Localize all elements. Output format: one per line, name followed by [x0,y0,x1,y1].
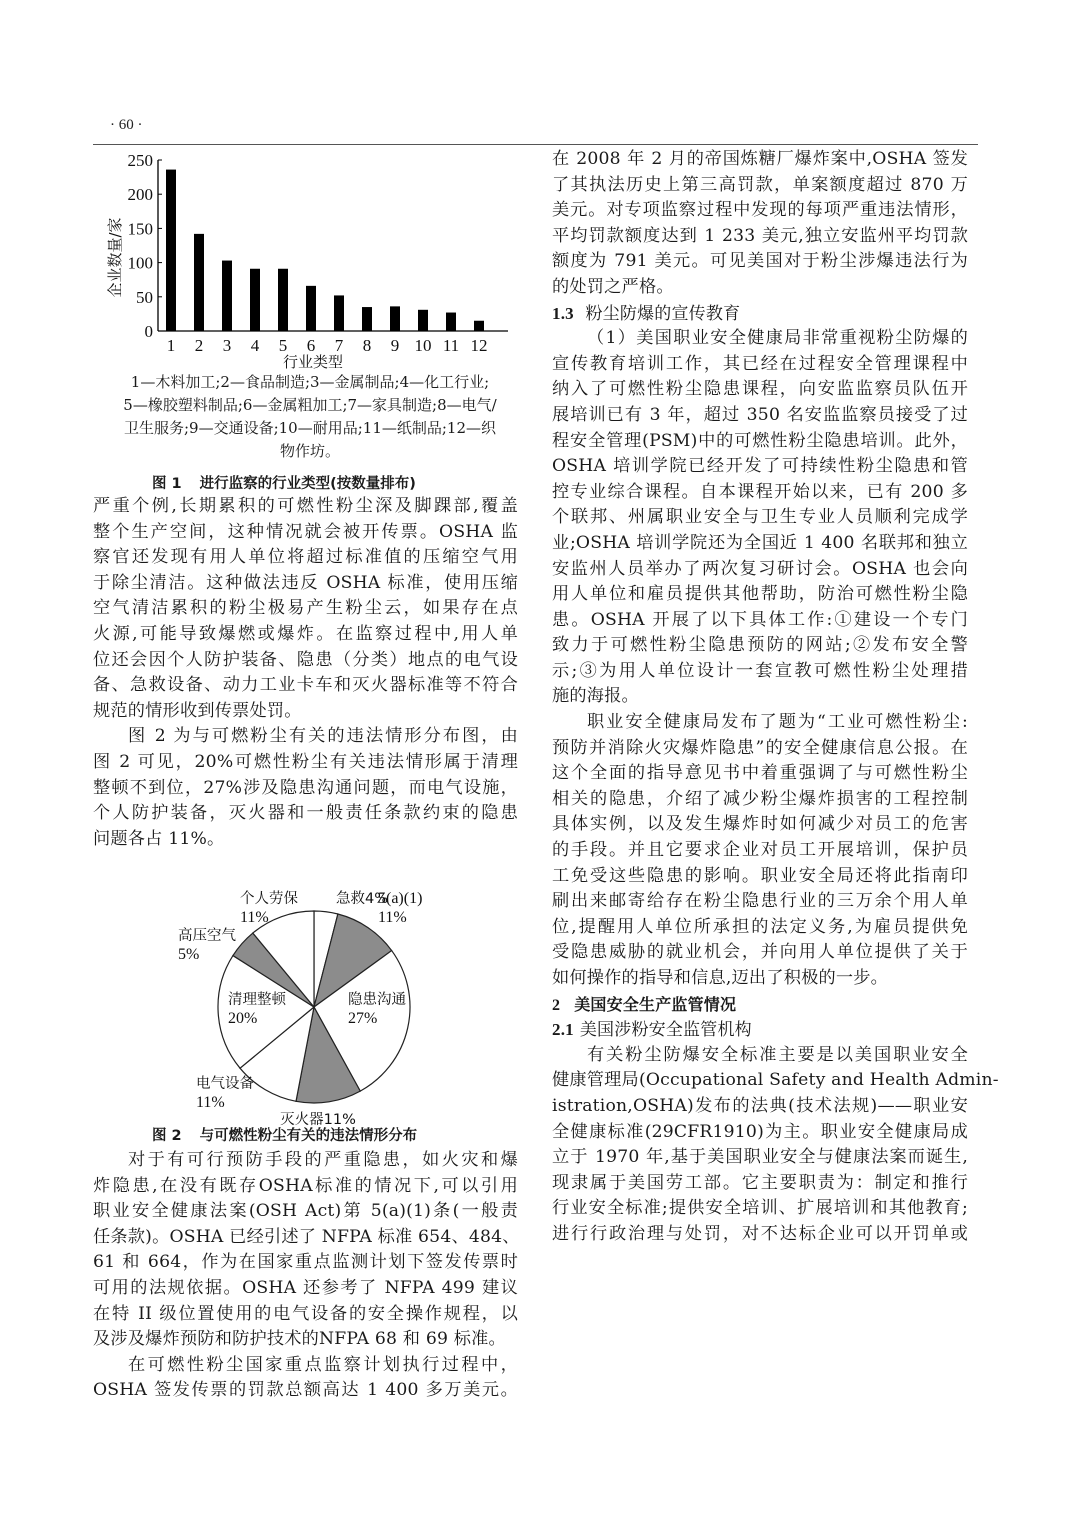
text-line: 这个全面的指导意见书中着重强调了与可燃性粉尘 [552,763,968,784]
text-line: 了其执法历史上第三高罚款，单案额度超过 870 万 [552,174,968,195]
text-line: 61 和 664，作为在国家重点监测计划下签发传票时 [93,1252,518,1273]
text-line: 安监州人员举办了两次复习研讨会。OSHA 也会向 [552,558,968,579]
x-tick-label: 4 [250,336,260,355]
figure1-caption-label: 图 1 [152,476,182,492]
text-line: OSHA 签发传票的罚款总额高达 1 400 多万美元。 [93,1380,518,1401]
section-title: 粉尘防爆的宣传教育 [585,303,741,324]
bar-12 [474,321,484,331]
bar-4 [250,269,260,331]
pie-label: 5(a)(1) [378,890,423,907]
pie-label: 11% [240,909,269,926]
text-line: 健康管理局(Occupational Safety and Health Admin- [552,1070,999,1091]
pie-label: 个人劳保 [240,891,298,907]
pie-label: 隐患沟通 [348,992,406,1008]
text-line: 空气清洁累积的粉尘极易产生粉尘云，如果存在点 [93,598,518,619]
section-title: 美国涉粉安全监管机构 [579,1020,752,1041]
text-line: 的处罚之严格。 [552,276,674,297]
text-line: 于除尘清洁。这种做法违反 OSHA 标准，使用压缩 [93,572,518,593]
text-line: 整顿不到位，27%涉及隐患沟通问题，而电气设施， [93,777,518,798]
text-line: 职业安全健康法案(OSH Act)第 5(a)(1)条(一般责 [93,1201,518,1222]
text-line: 业;OSHA 培训学院还为全国近 1 400 名联邦和独立 [552,532,968,553]
text-line: 图 2 为与可燃粉尘有关的违法情形分布图，由 [128,726,518,747]
text-line: 在 2008 年 2 月的帝国炼糖厂爆炸案中,OSHA 签发 [552,149,968,169]
text-line: 及涉及爆炸预防和防护技术的NFPA 68 和 69 标准。 [93,1329,506,1350]
text-line: 进行行政治理与处罚，对不达标企业可以开罚单或 [552,1223,968,1244]
y-tick-label: 150 [127,219,153,239]
text-line: 工免受这些隐患的影响。职业安全局还将此指南印 [552,865,968,886]
text-line: 炸隐患,在没有既存OSHA标准的情况下,可以引用 [93,1175,518,1196]
y-tick-label: 100 [127,253,153,273]
text-line: 用人单位和雇员提供其他帮助，防治可燃性粉尘隐 [552,584,968,605]
figure2-caption [152,1124,417,1145]
page-number: · 60 · [110,117,143,133]
text-line: 程安全管理(PSM)中的可燃性粉尘隐患培训。此外， [552,430,968,451]
legend-line: 物作坊。 [279,442,340,460]
pie-label: 灭火器11% [280,1112,356,1128]
pie-label: 27% [348,1010,378,1027]
text-line: 具体实例，以及发生爆炸时如何减少对员工的危害 [552,814,968,835]
text-line: 美元。对专项监察过程中发现的每项严重违法情形， [552,200,968,221]
left-column-block2 [93,1148,518,1404]
x-tick-label: 9 [390,336,400,355]
section-number: 1.3 [552,303,574,323]
text-line: 致力于可燃性粉尘隐患预防的网站;②发布安全警 [552,635,968,656]
text-line: 图 2 可见，20%可燃性粉尘有关违法情形属于清理 [93,751,518,772]
text-line: 整个生产空间，这种情况就会被开传票。OSHA 监 [93,521,518,542]
text-line: 立于 1970 年,基于美国职业安全与健康法案而诞生, [552,1147,968,1168]
y-axis-label: 企业数量/家 [106,217,124,298]
text-line: 现隶属于美国劳工部。它主要职责为：制定和推行 [552,1172,968,1193]
text-line: 患。OSHA 开展了以下具体工作:①建设一个专门 [552,609,968,630]
bar-2 [194,234,204,331]
figure1-legend [95,371,525,463]
text-line: 示;③为用人单位设计一套宣教可燃性粉尘处理措 [552,660,968,681]
figure2-pie-chart [160,880,490,1130]
section-number: 2.1 [552,1020,574,1040]
left-column-block1 [93,494,518,852]
legend-line: 1—木料加工;2—食品制造;3—金属制品;4—化工行业; [130,373,490,391]
text-line: 个人防护装备，灭火器和一般责任条款约束的隐患 [93,803,518,824]
text-line: 位还会因个人防护装备、隐患（分类）地点的电气设 [93,649,518,670]
paragraph [552,1043,999,1248]
text-line: 预防并消除火灾爆炸隐患”的安全健康信息公报。在 [552,737,968,758]
x-tick-label: 5 [278,336,288,355]
legend-line: 卫生服务;9—交通设备;10—耐用品;11—纸制品;12—织 [123,419,497,437]
text-line: 位,提醒用人单位所承担的法定义务,为雇员提供免 [552,916,968,937]
x-tick-label: 7 [334,336,344,355]
section-heading-1-3 [552,301,968,327]
paragraph [552,147,968,301]
x-tick-label: 12 [470,336,488,355]
bar-8 [362,307,372,331]
y-tick-label: 250 [127,151,153,170]
text-line: 职业安全健康局发布了题为“工业可燃性粉尘: [587,712,968,733]
legend-line: 5—橡胶塑料制品;6—金属粗加工;7—家具制造;8—电气/ [123,396,497,414]
x-tick-label: 10 [414,336,432,355]
pie-label: 急救4% [336,891,389,907]
text-line: 全健康标准(29CFR1910)为主。职业安全健康局成 [552,1121,968,1142]
text-line: 可用的法规依据。OSHA 还参考了 NFPA 499 建议 [93,1277,518,1298]
text-line: 控专业综合课程。自本课程开始以来，已有 200 多 [552,481,968,502]
text-line: 对于有可行预防手段的严重隐患，如火灾和爆 [128,1150,518,1170]
figure1-bar-chart [95,145,515,385]
pie-label: 5% [178,946,200,963]
bar-11 [446,313,456,331]
paragraph [93,494,518,724]
text-line: 平均罚款额度达到 1 233 美元,独立安监州平均罚款 [552,225,968,246]
pie-label: 清理整顿 [228,992,286,1008]
text-line: 如何操作的指导和信息,迈出了积极的一步。 [552,968,889,988]
x-axis-label: 行业类型 [282,353,344,371]
figure2-caption-text: 与可燃性粉尘有关的违法情形分布 [199,1128,418,1144]
bar-6 [306,286,316,331]
text-line: 在可燃性粉尘国家重点监察计划执行过程中， [128,1354,518,1375]
section-number: 2 [552,996,561,1014]
text-line: 宣传教育培训工作，其已经在过程安全管理课程中 [552,353,968,374]
text-line: 备、急救设备、动力工业卡车和灭火器标准等不符合 [93,675,518,696]
paragraph [552,326,968,710]
text-line: 相关的隐患，介绍了减少粉尘爆炸损害的工程控制 [552,788,968,809]
bar-5 [278,269,288,331]
figure1-caption-text: 进行监察的行业类型(按数量排布) [199,476,416,492]
text-line: OSHA 培训学院已经开发了可持续性粉尘隐患和管 [552,456,968,477]
paragraph [552,710,968,992]
paragraph [93,724,518,852]
pie-label: 11% [378,909,407,926]
text-line: 规范的情形收到传票处罚。 [93,700,302,721]
text-line: 察官还发现有用人单位将超过标准值的压缩空气用 [93,547,518,568]
text-line: 行业安全标准;提供安全培训、扩展培训和其他教育; [552,1198,968,1219]
text-line: 有关粉尘防爆安全标准主要是以美国职业安全 [587,1044,968,1065]
x-tick-label: 11 [442,336,460,355]
x-tick-label: 1 [166,336,176,355]
x-tick-label: 8 [362,336,372,355]
figure2-caption-label: 图 2 [152,1128,182,1144]
bar-10 [418,310,428,331]
paragraph [93,1148,518,1353]
y-tick-label: 50 [136,287,153,307]
section-heading-2 [552,992,968,1018]
text-line: 火源,可能导致爆燃或爆炸。在监察过程中,用人单 [93,623,518,644]
pie-label: 20% [228,1010,258,1027]
paragraph [93,1353,518,1404]
section-heading-2-1 [552,1017,968,1043]
x-tick-label: 3 [222,336,232,355]
pie-label: 11% [196,1094,225,1111]
text-line: 额度为 791 美元。可见美国对于粉尘涉爆违法行为 [552,251,968,272]
text-line: （1）美国职业安全健康局非常重视粉尘防爆的 [587,328,968,349]
text-line: 施的海报。 [552,686,639,707]
x-tick-label: 2 [194,336,204,355]
right-column [552,147,999,1248]
bar-1 [166,170,176,331]
text-line: 展培训已有 3 年，超过 350 名安监监察员接受了过 [552,404,968,425]
x-tick-label: 6 [306,336,316,355]
text-line: 在特 II 级位置使用的电气设备的安全操作规程，以 [93,1303,518,1324]
text-line: 严重个例,长期累积的可燃性粉尘深及脚踝部,覆盖 [93,496,518,516]
pie-label: 高压空气 [178,928,236,944]
text-line: 的手段。并且它要求企业对员工开展培训，保护员 [552,840,968,861]
text-line: 任条款)。OSHA 已经引述了 NFPA 标准 654、484、 [93,1226,520,1247]
figure1-caption [152,472,416,493]
y-tick-label: 200 [127,185,153,205]
text-line: 问题各占 11%。 [93,828,225,849]
text-line: istration,OSHA)发布的法典(技术法规)——职业安 [552,1095,968,1116]
bar-9 [390,306,400,331]
text-line: 受隐患威胁的就业机会，并向用人单位提供了关于 [552,942,968,963]
pie-label: 电气设备 [196,1076,254,1092]
text-line: 个联邦、州属职业安全与卫生专业人员顺利完成学 [552,507,968,528]
text-line: 纳入了可燃性粉尘隐患课程，向安监监察员队伍开 [552,379,968,400]
section-title: 美国安全生产监管情况 [574,994,737,1014]
bar-7 [334,295,344,331]
y-tick-label: 0 [144,322,153,341]
bar-3 [222,261,232,331]
text-line: 刷出来邮寄给存在粉尘隐患行业的三万余个用人单 [552,891,968,912]
